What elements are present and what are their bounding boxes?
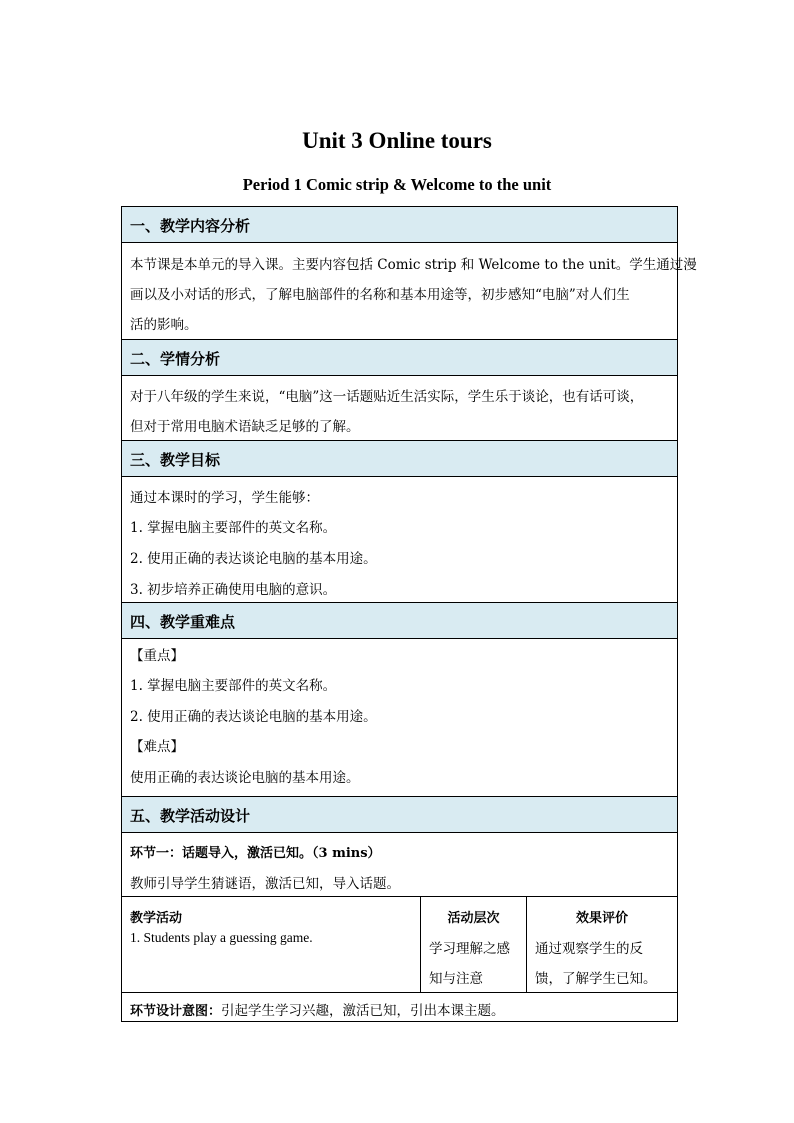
section-body-key-points xyxy=(122,638,677,796)
section-body-learner-analysis xyxy=(122,375,677,440)
activity-column xyxy=(122,897,420,993)
text-line: 本节课是本单元的导入课。主要内容包括 Comic strip 和 Welcome to the unit。学生通过漫 xyxy=(130,257,697,273)
objective-item: 3. 初步培养正确使用电脑的意识。 xyxy=(130,582,337,598)
design-intent-row xyxy=(122,992,677,1023)
lesson-plan-table xyxy=(121,206,697,1022)
design-intent-text: 引起学生学习兴趣，激活已知，引出本课主题。 xyxy=(221,1003,505,1019)
activity-header: 教学活动 xyxy=(130,911,183,926)
section-heading-key-points xyxy=(122,602,677,638)
key-point-item: 2. 使用正确的表达谈论电脑的基本用途。 xyxy=(130,709,377,725)
section-body-objectives xyxy=(122,476,677,602)
level-text-line: 学习理解之感 xyxy=(429,941,510,957)
text-line: 画以及小对话的形式，了解电脑部件的名称和基本用途等，初步感知“电脑”对人们生 xyxy=(130,287,630,303)
section-heading-text: 三、教学目标 xyxy=(130,451,221,469)
activity-subtable xyxy=(122,896,677,992)
activity-item: 1. Students play a guessing game. xyxy=(130,930,313,945)
difficulty-label: 【难点】 xyxy=(130,739,184,755)
section-body-content-analysis xyxy=(122,242,697,339)
design-intent-label: 环节设计意图： xyxy=(130,1004,222,1019)
difficulty-item: 使用正确的表达谈论电脑的基本用途。 xyxy=(130,770,360,786)
text-line: 但对于常用电脑术语缺乏足够的了解。 xyxy=(130,419,360,435)
section-heading-text: 四、教学重难点 xyxy=(130,613,236,631)
level-text-line: 知与注意 xyxy=(429,971,483,987)
text-line: 对于八年级的学生来说，“电脑”这一话题贴近生活实际，学生乐于谈论，也有话可谈， xyxy=(130,389,644,405)
level-header: 活动层次 xyxy=(447,911,500,926)
evaluation-column xyxy=(527,897,677,993)
objective-item: 1. 掌握电脑主要部件的英文名称。 xyxy=(130,520,337,536)
evaluation-text-line: 馈，了解学生已知。 xyxy=(535,971,657,987)
stage-one-block xyxy=(122,832,677,896)
document-title: Unit 3 Online tours xyxy=(302,128,492,153)
section-heading-text: 一、教学内容分析 xyxy=(130,217,251,235)
objective-item: 2. 使用正确的表达谈论电脑的基本用途。 xyxy=(130,551,377,567)
document-subtitle: Period 1 Comic strip & Welcome to the unit xyxy=(242,175,552,194)
stage-description: 教师引导学生猜谜语，激活已知，导入话题。 xyxy=(130,876,400,892)
section-heading-text: 五、教学活动设计 xyxy=(130,807,251,825)
section-heading-activity-design xyxy=(122,796,677,832)
level-column xyxy=(421,897,526,993)
section-heading-learner-analysis xyxy=(122,339,677,375)
stage-title: 环节一：话题导入，激活已知。（3 mins） xyxy=(130,846,381,861)
evaluation-text-line: 通过观察学生的反 xyxy=(535,941,643,957)
section-heading-content-analysis xyxy=(122,207,677,242)
section-heading-objectives xyxy=(122,440,677,476)
evaluation-header: 效果评价 xyxy=(575,911,628,926)
design-intent xyxy=(130,999,669,1019)
text-line: 活的影响。 xyxy=(130,317,198,333)
key-point-label: 【重点】 xyxy=(130,648,184,664)
text-line: 通过本课时的学习，学生能够： xyxy=(130,490,319,506)
section-heading-text: 二、学情分析 xyxy=(130,350,221,368)
key-point-item: 1. 掌握电脑主要部件的英文名称。 xyxy=(130,678,337,694)
